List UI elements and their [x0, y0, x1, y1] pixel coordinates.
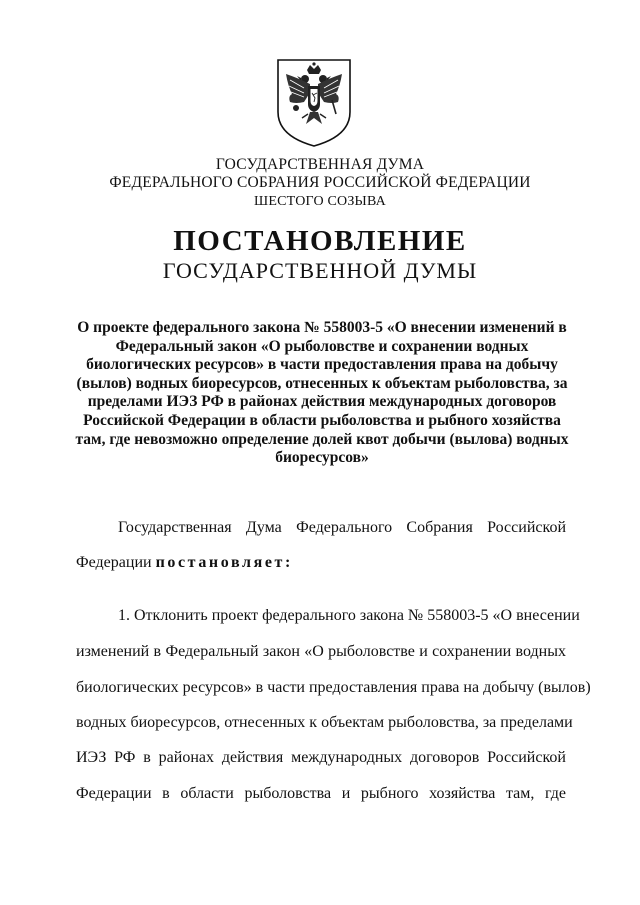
- document-issuer-subtitle: ГОСУДАРСТВЕННОЙ ДУМЫ: [162, 258, 478, 283]
- convocation-line: ШЕСТОГО СОЗЫВА: [254, 194, 386, 209]
- subject-line: биоресурсов»: [275, 449, 369, 467]
- item-1-line: водных биоресурсов, отнесенных к объектам рыболовства, за пределами: [76, 714, 573, 731]
- subject-line: Российской Федерации в области рыболовства и рыбного хозяйства: [83, 411, 561, 429]
- org-name-line-1: ГОСУДАРСТВЕННАЯ ДУМА: [215, 156, 425, 173]
- item-1-line: биологических ресурсов» в части предоставления права на добычу (вылов): [76, 679, 591, 696]
- item-1-line: изменений в Федеральный закон «О рыболовстве и сохранении водных: [76, 643, 566, 660]
- subject-line: пределами ИЭЗ РФ в районах действия международных договоров: [87, 393, 557, 411]
- preamble-text: Федерации: [76, 554, 156, 571]
- preamble-line: Государственная Дума Федерального Собрания Российской: [118, 519, 566, 536]
- coat-of-arms-emblem-icon: [274, 56, 354, 148]
- document-type-title: ПОСТАНОВЛЕНИЕ: [173, 225, 467, 257]
- item-1-line: 1. Отклонить проект федерального закона № 558003-5 «О внесении: [118, 607, 580, 624]
- org-name-line-2: ФЕДЕРАЛЬНОГО СОБРАНИЯ РОССИЙСКОЙ ФЕДЕРАЦИИ: [109, 174, 531, 191]
- item-1-line: Федерации в области рыболовства и рыбного хозяйства там, где: [76, 785, 566, 802]
- resolution-subject: [74, 319, 570, 468]
- subject-line: О проекте федерального закона № 558003-5 «О внесении изменений в: [77, 319, 567, 336]
- item-1-line: ИЭЗ РФ в районах действия международных договоров Российской: [76, 749, 566, 766]
- subject-line: биологических ресурсов» в части предоставления права на добычу: [86, 356, 558, 374]
- preamble-line: [76, 553, 566, 573]
- subject-line: там, где невозможно определение долей квот добычи (вылова) водных: [75, 430, 569, 448]
- subject-line: (вылов) водных биоресурсов, отнесенных к объектам рыболовства, за: [76, 374, 568, 392]
- resolves-word: постановляет:: [155, 554, 293, 571]
- subject-line: Федеральный закон «О рыболовстве и сохранении водных: [115, 337, 529, 355]
